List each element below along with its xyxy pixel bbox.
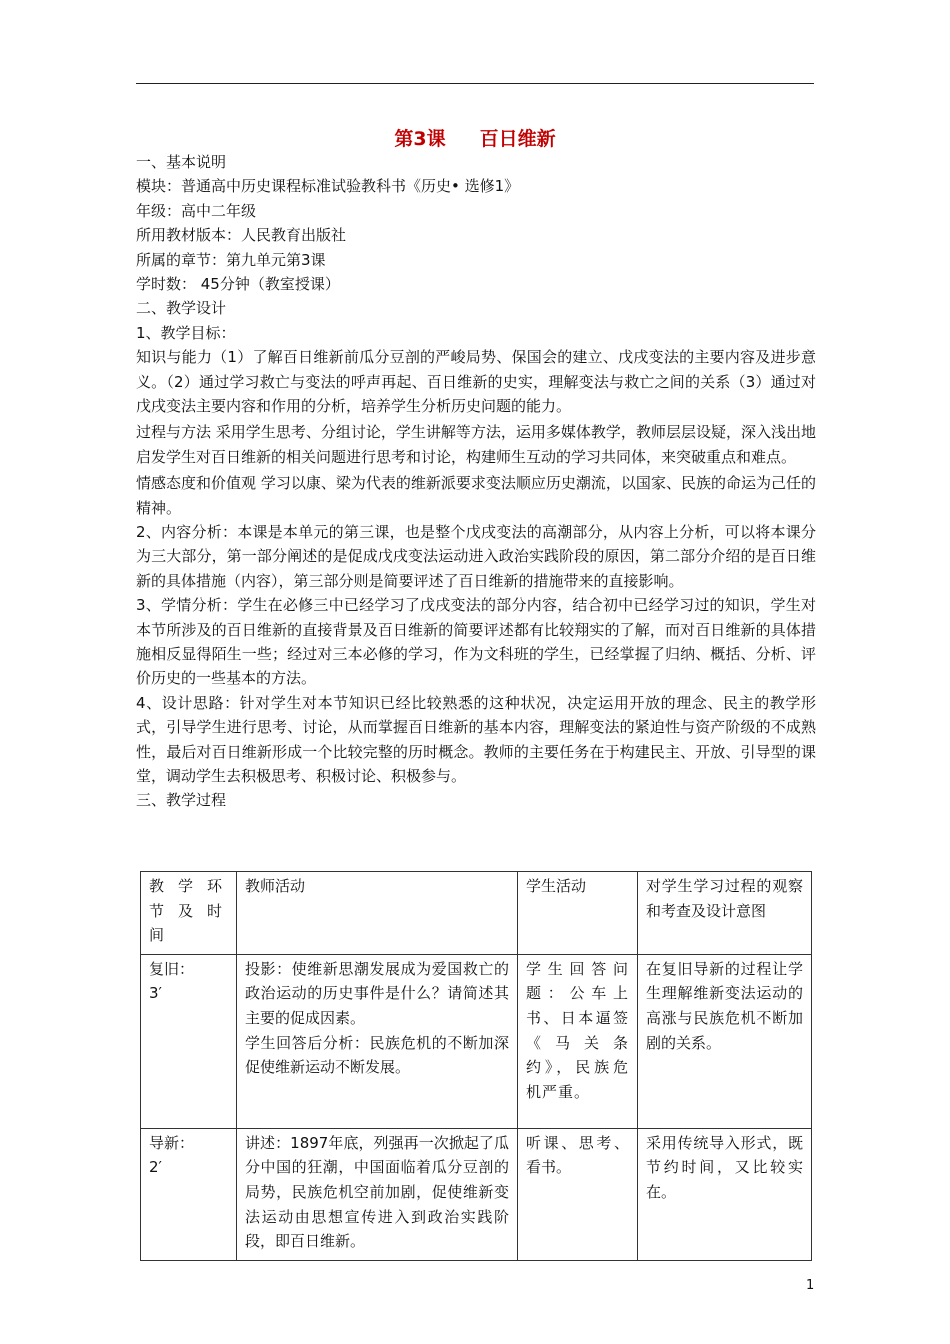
- design-idea: 4、设计思路：针对学生对本节知识已经比较熟悉的这种状况，决定运用开放的理念、民主的教学形式，引导学生进行思考、讨论，从而掌握百日维新的基本内容，理解变法的紧迫性与资产阶级的不成熟性，最后对百日维新形成一个比较完整的历时概念。教师的主要任务在于构建民主、开放、引导型的课堂，调动学生去积极思考、积极讨论、积极参与。: [136, 693, 816, 786]
- section-heading-basic: 一、基本说明: [136, 153, 227, 171]
- info-grade: 年级：高中二年级: [136, 201, 257, 220]
- lesson-number: 第3课: [394, 128, 446, 150]
- document-body: [136, 150, 816, 813]
- cell-stage: 复旧： 3′: [141, 954, 237, 1128]
- page-number: 1: [806, 1278, 815, 1293]
- header-rule: [136, 83, 814, 84]
- cell-student: 听课、思考、看书。: [518, 1128, 638, 1260]
- cell-teacher: 投影：使维新思潮发展成为爱国救亡的政治运动的历史事件是什么？请简述其主要的促成因素。 学生回答后分析：民族危机的不断加深促使维新运动不断发展。: [237, 954, 518, 1128]
- section-heading-process: 三、教学过程: [136, 791, 227, 810]
- info-publisher: 所用教材版本：人民教育出版社: [136, 226, 347, 245]
- header-teacher: 教师活动: [237, 872, 518, 955]
- table-header-row: [141, 872, 812, 955]
- table-row: [141, 954, 812, 1128]
- cell-intent: 在复旧导新的过程让学生理解维新变法运动的高涨与民族危机不断加剧的关系。: [638, 954, 812, 1128]
- table-row: [141, 1128, 812, 1260]
- goals-heading: 1、教学目标：: [136, 323, 236, 342]
- section-heading-design: 二、教学设计: [136, 299, 227, 318]
- cell-teacher: 讲述：1897年底，列强再一次掀起了瓜分中国的狂潮，中国面临着瓜分豆剖的局势，民族危机空前加剧，促使维新变法运动由思想宣传进入到政治实践阶段，即百日维新。: [237, 1128, 518, 1260]
- info-chapter: 所属的章节：第九单元第3课: [136, 250, 326, 269]
- cell-intent: 采用传统导入形式，既节约时间，又比较实在。: [638, 1128, 812, 1260]
- page-title: [0, 124, 950, 151]
- info-hours: 学时数： 45分钟（教室授课）: [136, 274, 340, 293]
- cell-student: 学生回答问题：公车上书、日本逼签《马关条约》，民族危机严重。: [518, 954, 638, 1128]
- info-module: 模块：普通高中历史课程标准试验教科书《历史• 选修1》: [136, 177, 520, 196]
- header-student: 学生活动: [518, 872, 638, 955]
- student-analysis: 3、学情分析：学生在必修三中已经学习了戊戌变法的部分内容，结合初中已经学习过的知识，学生对本节所涉及的百日维新的直接背景及百日维新的简要评述都有比较翔实的了解，而对百日维新的具体措施相反显得陌生一些；经过对三本必修的学习，作为文科班的学生，已经掌握了归纳、概括、分析、评价历史的一些基本的方法。: [136, 596, 816, 688]
- lesson-name: 百日维新: [479, 128, 556, 150]
- header-stage: 教学环节及时间: [141, 872, 237, 955]
- goal-process: 过程与方法 采用学生思考、分组讨论，学生讲解等方法，运用多媒体教学，教师层层设疑，深入浅出地启发学生对百日维新的相关问题进行思考和讨论，构建师生互动的学习共同体，来突破重点和难点。: [136, 423, 816, 466]
- goal-knowledge: 知识与能力（1）了解百日维新前瓜分豆剖的严峻局势、保国会的建立、戊戌变法的主要内容及进步意义。（2）通过学习救亡与变法的呼声再起、百日维新的史实，理解变法与救亡之间的关系（3）通过对戊戌变法主要内容和作用的分析，培养学生分析历史问题的能力。: [136, 348, 816, 415]
- header-intent: 对学生学习过程的观察和考查及设计意图: [638, 872, 812, 955]
- content-analysis: 2、内容分析：本课是本单元的第三课，也是整个戊戌变法的高潮部分，从内容上分析，可以将本课分为三大部分，第一部分阐述的是促成戊戌变法运动进入政治实践阶段的原因，第二部分介绍的是百日维新的具体措施（内容），第三部分则是简要评述了百日维新的措施带来的直接影响。: [136, 522, 816, 590]
- cell-stage: 导新： 2′: [141, 1128, 237, 1260]
- goal-emotion: 情感态度和价值观 学习以康、梁为代表的维新派要求变法顺应历史潮流，以国家、民族的命运为己任的精神。: [136, 474, 816, 517]
- teaching-process-table: [140, 871, 812, 1261]
